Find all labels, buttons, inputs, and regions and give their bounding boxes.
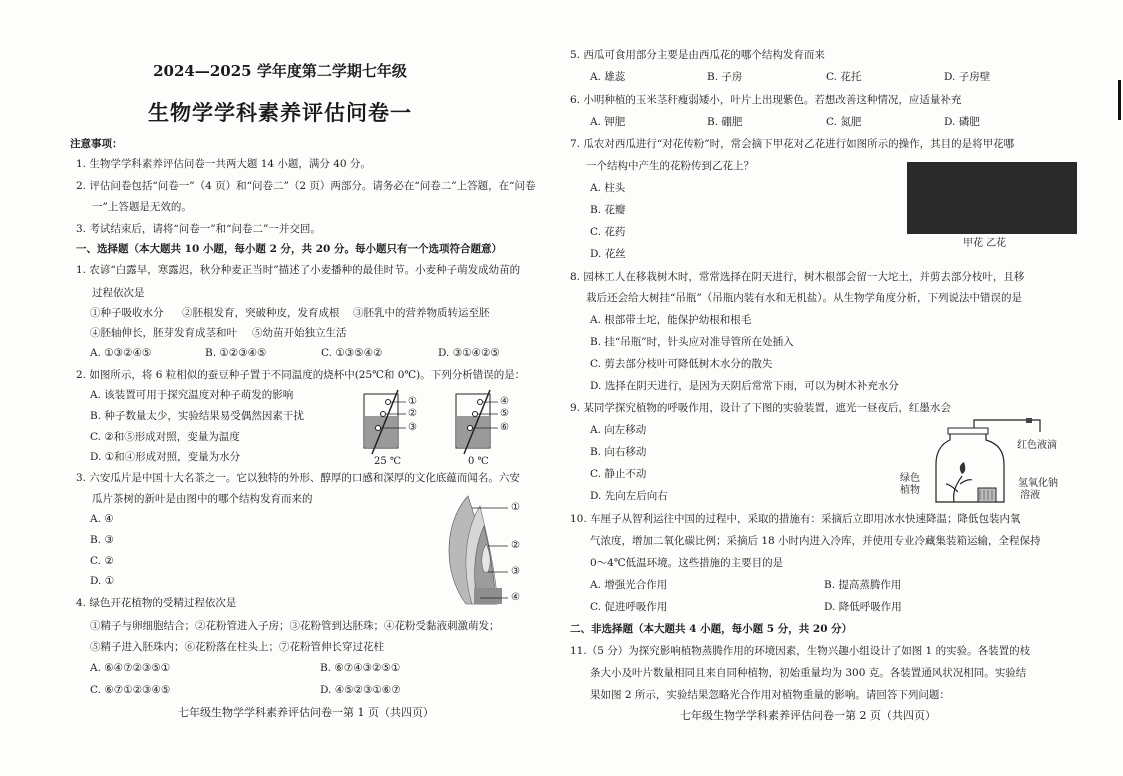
notice-heading: 注意事项：: [70, 138, 123, 150]
q3-option-c: C. ②: [90, 555, 114, 567]
q1-step-1: ①种子吸收水分: [90, 307, 164, 319]
notice-line-4: 3. 考试结束后，请将“问卷一”和“问卷二”一并交回。: [76, 223, 321, 235]
q3-label-2: ②: [511, 540, 520, 551]
q4-steps-line-2: ⑤精子进入胚珠内；⑥花粉落在柱头上；⑦花粉管伸长穿过花柱: [90, 641, 384, 653]
q2-label-1: ①: [408, 396, 417, 407]
q6-option-d: D. 磷肥: [944, 116, 980, 128]
q4-steps-line-1: ①精子与卵细胞结合；②花粉管进入子房；③花粉管到达胚珠；④花粉受黏液刺激萌发；: [90, 620, 500, 632]
q1-step-4: ④胚轴伸长，胚芽发育成茎和叶: [90, 327, 237, 339]
q11-line-1: 11.（5 分）为探究影响植物蒸腾作用的环境因素，生物兴趣小组设计了如图 1 的实验。各装置的枝: [570, 645, 1031, 657]
section-1-heading: 一、选择题（本大题共 10 小题，每小题 2 分，共 20 分。每小题只有一个选项符合题意）: [76, 243, 502, 255]
q6-option-c: C. 氮肥: [826, 116, 862, 128]
q1-stem-line-1: 1. 农谚“白露早，寒露迟，秋分种麦正当时”描述了小麦播种的最佳时节。小麦种子萌发成幼苗的: [76, 264, 521, 276]
q8-option-b: B. 挂“吊瓶”时，针头应对准导管所在处插入: [590, 336, 794, 348]
q3-option-d: D. ①: [90, 575, 115, 587]
q5-option-d: D. 子房壁: [944, 71, 991, 83]
q8-option-d: D. 选择在阴天进行，是因为天阴后常常下雨，可以为树木补充水分: [590, 380, 899, 392]
q7-option-b: B. 花瓣: [590, 204, 626, 216]
q10-option-b: B. 提高蒸腾作用: [824, 579, 902, 591]
q1-option-c: C. ①③⑤④②: [321, 347, 383, 359]
q7-photo-caption: 甲花 乙花: [963, 238, 1007, 249]
q9-label-naoh-line-2: 溶液: [1020, 490, 1040, 501]
q2-label-6: ⑥: [500, 422, 509, 433]
notice-line-1: 1. 生物学学科素养评估问卷一共两大题 14 小题，满分 40 分。: [76, 158, 371, 170]
q9-label-red-drop: 红色液滴: [1017, 440, 1057, 451]
notice-line-2: 2. 评估问卷包括“问卷一”（4 页）和“问卷二”（2 页）两部分。请务必在“问卷二”上答题，在“问卷: [76, 180, 536, 192]
q3-stem-line-2: 瓜片茶树的新叶是由图中的哪个结构发育而来的: [92, 493, 313, 505]
q6-option-b: B. 硼肥: [707, 116, 743, 128]
q7-stem-line-1: 7. 瓜农对西瓜进行“对花传粉”时，常会摘下甲花对乙花进行如图所示的操作，其目的是将甲花哪: [570, 138, 1015, 150]
q9-option-b: B. 向右移动: [590, 446, 647, 458]
q1-option-d: D. ③①④②⑤: [438, 347, 500, 359]
q2-option-d: D. ①和④形成对照，变量为水分: [90, 451, 241, 463]
q2-label-2: ②: [408, 408, 417, 419]
q3-label-3: ③: [511, 566, 520, 577]
q4-option-d: D. ④⑤②③①⑥⑦: [320, 684, 401, 696]
q9-option-c: C. 静止不动: [590, 468, 647, 480]
left-page: [0, 0, 560, 776]
q1-stem-line-2: 过程依次是: [92, 287, 145, 299]
section-2-heading: 二、非选择题（本大题共 4 小题，每小题 5 分，共 20 分）: [570, 623, 853, 635]
q4-stem: 4. 绿色开花植物的受精过程依次是: [76, 597, 237, 609]
q3-stem-line-1: 3. 六安瓜片是中国十大名茶之一。它以独特的外形、醇厚的口感和深厚的文化底蕴而闻名。六安: [76, 472, 520, 484]
q10-stem-line-2: 气浓度，增加二氧化碳比例；采摘后 18 小时内进入冷库，并使用专业冷藏集装箱运输，全程保持: [590, 535, 1041, 547]
q2-temp-25: 25 ℃: [374, 456, 402, 467]
q4-option-b: B. ⑥⑦④③②⑤①: [320, 662, 401, 674]
q7-stem-line-2: 一个结构中产生的花粉传到乙花上？: [586, 160, 754, 172]
q10-option-d: D. 降低呼吸作用: [824, 601, 902, 613]
q9-option-a: A. 向左移动: [590, 424, 647, 436]
q2-option-c: C. ②和⑤形成对照，变量为温度: [90, 431, 240, 443]
q5-option-c: C. 花托: [826, 71, 862, 83]
q10-stem-line-3: 0～4℃低温环境。这些措施的主要目的是: [590, 557, 784, 569]
q8-stem-line-1: 8. 园林工人在移栽树木时，常常选择在阴天进行，树木根部会留一大坨土，并剪去部分枝叶，且移: [570, 271, 1025, 283]
q9-label-plant-line-2: 植物: [900, 485, 920, 496]
q6-stem: 6. 小明种植的玉米茎秆瘦弱矮小，叶片上出现紫色。若想改善这种情况，应适量补充: [570, 94, 962, 106]
right-page-footer: 七年级生物学学科素养评估问卷一第 2 页（共四页）: [680, 709, 936, 722]
q7-option-c: C. 花药: [590, 226, 626, 238]
q3-label-1: ①: [511, 502, 520, 513]
q10-option-a: A. 增强光合作用: [590, 579, 668, 591]
q8-stem-line-2: 栽后还会给大树挂“吊瓶”（吊瓶内装有水和无机盐）。从生物学角度分析，下列说法中错误的是: [586, 292, 1022, 304]
q5-option-a: A. 雄蕊: [590, 71, 626, 83]
q2-label-4: ④: [500, 396, 509, 407]
q1-step-3: ③胚乳中的营养物质转运至胚: [353, 307, 490, 319]
q3-option-a: A. ④: [90, 513, 114, 525]
q9-label-naoh-line-1: 氢氧化钠: [1018, 478, 1058, 489]
q3-label-4: ④: [511, 592, 520, 603]
q1-option-a: A. ①③②④⑤: [90, 347, 152, 359]
exam-title: 生物学学科素养评估问卷一: [148, 100, 412, 125]
q4-option-a: A. ⑥④⑦②③⑤①: [90, 662, 171, 674]
q9-label-plant-line-1: 绿色: [900, 473, 920, 484]
q7-option-a: A. 柱头: [590, 182, 626, 194]
q10-option-c: C. 促进呼吸作用: [590, 601, 668, 613]
q3-bud-figure: [436, 492, 536, 610]
q11-line-2: 条大小及叶片数量相同且来自同种植物，初始重量均为 300 克。各装置通风状况相同。实验结: [590, 667, 1027, 679]
right-page: [560, 0, 1123, 776]
q7-option-d: D. 花丝: [590, 248, 626, 260]
q2-option-a: A. 该装置可用于探究温度对种子萌发的影响: [90, 389, 294, 401]
scan-edge-mark: [1118, 80, 1121, 120]
q9-stem: 9. 某同学探究植物的呼吸作用，设计了下图的实验装置，遮光一昼夜后，红墨水会: [570, 402, 951, 414]
q11-line-3: 果如图 2 所示，实验结果忽略光合作用对植物重量的影响。请回答下列问题：: [590, 689, 950, 701]
q1-step-5: ⑤幼苗开始独立生活: [252, 327, 347, 339]
notice-line-3: 一”上答题是无效的。: [92, 201, 192, 213]
q1-step-2: ②胚根发育，突破种皮，发育成根: [182, 307, 340, 319]
q2-option-b: B. 种子数量太少，实验结果易受偶然因素干扰: [90, 410, 304, 422]
q2-stem: 2. 如图所示，将 6 粒相似的蚕豆种子置于不同温度的烧杯中(25℃和 0℃)。下列分析错误的是：: [76, 369, 526, 381]
q1-option-b: B. ①②③④⑤: [205, 347, 267, 359]
q8-option-c: C. 剪去部分枝叶可降低树木水分的散失: [590, 358, 773, 370]
q5-option-b: B. 子房: [707, 71, 743, 83]
q2-temp-0: 0 ℃: [468, 456, 489, 467]
left-page-footer: 七年级生物学学科素养评估问卷一第 1 页（共四页）: [178, 706, 434, 719]
q4-option-c: C. ⑥⑦①②③④⑤: [90, 684, 171, 696]
q3-option-b: B. ③: [90, 534, 114, 546]
q5-stem: 5. 西瓜可食用部分主要是由西瓜花的哪个结构发育而来: [570, 49, 825, 61]
q6-option-a: A. 钾肥: [590, 116, 626, 128]
q8-option-a: A. 根部带土坨，能保护幼根和根毛: [590, 314, 752, 326]
q2-label-5: ⑤: [500, 408, 509, 419]
q9-option-d: D. 先向左后向右: [590, 490, 668, 502]
q10-stem-line-1: 10. 车厘子从智利运往中国的过程中，采取的措施有：采摘后立即用冰水快速降温；降低包装内氧: [570, 513, 1021, 525]
q7-flower-photo: [907, 162, 1077, 234]
exam-year-title: 2024—2025 学年度第二学期七年级: [153, 62, 407, 80]
q2-label-3: ③: [408, 422, 417, 433]
